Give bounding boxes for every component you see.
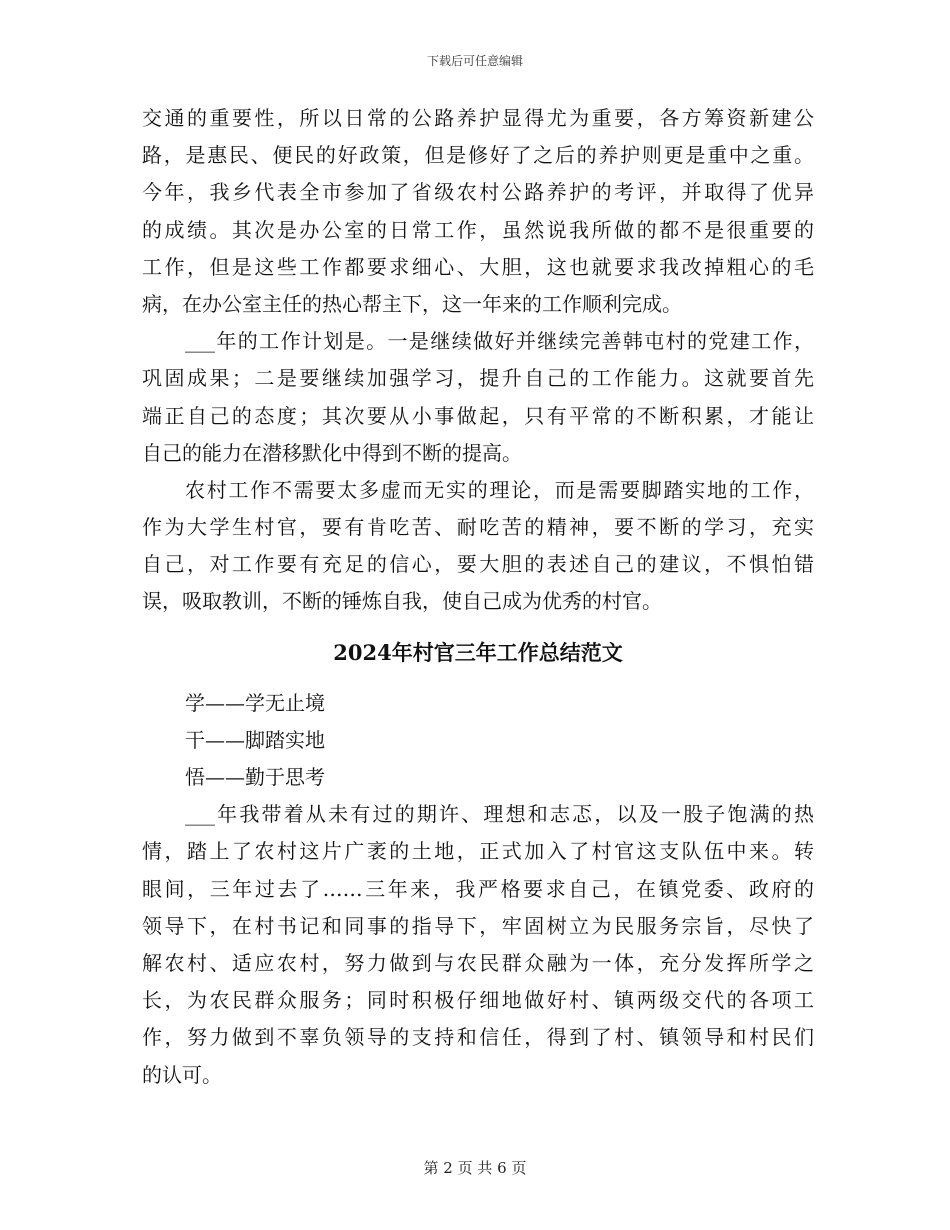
text-line: 长，为农民群众服务；同时积极仔细地做好村、镇两级交代的各项工 — [142, 988, 814, 1013]
text-line: ___年的工作计划是。一是继续做好并继续完善韩屯村的党建工作， — [185, 329, 814, 354]
text-line: 眼间，三年过去了……三年来，我严格要求自己，在镇党委、政府的 — [142, 876, 814, 901]
motto-line: 悟——勤于思考 — [185, 765, 325, 789]
text-line: 农村工作不需要太多虚而无实的理论，而是需要脚踏实地的工作， — [185, 477, 814, 502]
text-line: 巩固成果；二是要继续加强学习，提升自己的工作能力。这就要首先 — [142, 366, 814, 391]
section-title: 2024年村官三年工作总结范文 — [333, 639, 623, 665]
text-line: 作为大学生村官，要有肯吃苦、耐吃苦的精神，要不断的学习，充实 — [142, 515, 814, 540]
document-body — [142, 100, 814, 1094]
text-line: 情，踏上了农村这片广袤的土地，正式加入了村官这支队伍中来。转 — [142, 839, 814, 864]
text-line: ___年我带着从未有过的期许、理想和志忑，以及一股子饱满的热 — [185, 802, 814, 827]
paragraph-three-years — [142, 796, 814, 1094]
motto-line: 学——学无止境 — [185, 690, 325, 715]
text-line: 作，努力做到不辜负领导的支持和信任，得到了村、镇领导和村民们 — [142, 1025, 814, 1050]
text-line: 解农村、适应农村，努力做到与农民群众融为一体，充分发挥所学之 — [142, 950, 814, 975]
page-footer: 第 2 页 共 6 页 — [423, 1159, 527, 1177]
page-header: 下载后可任意编辑 — [426, 54, 523, 68]
text-line: 工作，但是这些工作都要求细心、大胆，这也就要求我改掉粗心的毛 — [142, 254, 814, 279]
text-line: 今年，我乡代表全市参加了省级农村公路养护的考评，并取得了优异 — [142, 180, 814, 205]
text-line: 自己的能力在潜移默化中得到不断的提高。 — [142, 440, 522, 465]
text-line: 交通的重要性，所以日常的公路养护显得尤为重要，各方筹资新建公 — [142, 106, 814, 130]
text-line: 的成绩。其次是办公室的日常工作，虽然说我所做的都不是很重要的 — [142, 217, 814, 242]
text-line: 误，吸取教训，不断的锤炼自我，使自己成为优秀的村官。 — [142, 589, 662, 614]
motto-list — [142, 685, 814, 797]
text-line: 端正自己的态度；其次要从小事做起，只有平常的不断积累，才能让 — [142, 403, 814, 428]
paragraph-rural-work — [142, 472, 814, 621]
text-line: 领导下，在村书记和同事的指导下，牢固树立为民服务宗旨，尽快了 — [142, 913, 814, 938]
paragraph-road-maintenance — [142, 100, 814, 323]
text-line: 病，在办公室主任的热心帮主下，这一年来的工作顺利完成。 — [142, 291, 682, 316]
paragraph-work-plan — [142, 323, 814, 472]
motto-line: 干——脚踏实地 — [185, 727, 325, 752]
text-line: 路，是惠民、便民的好政策，但是修好了之后的养护则更是重中之重。 — [142, 143, 814, 168]
text-line: 的认可。 — [142, 1062, 222, 1087]
text-line: 自己，对工作要有充足的信心，要大胆的表述自己的建议，不惧怕错 — [142, 552, 814, 577]
